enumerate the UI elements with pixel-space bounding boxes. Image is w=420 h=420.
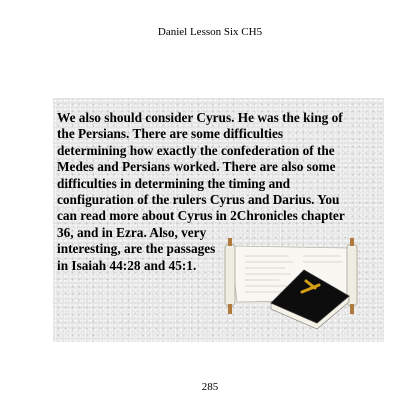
text-line: configuration of the rulers Cyrus and Darius. You: [57, 192, 340, 208]
text-line: We also should consider Cyrus. He was the king of: [57, 110, 343, 125]
slide-text: [57, 110, 383, 274]
text-line: difficulties in determining the timing and: [57, 175, 291, 191]
text-line: determining how exactly the confederation of the: [57, 142, 335, 158]
text-line: the Persians. There are some difficulties: [57, 126, 284, 142]
text-line: Medes and Persians worked. There are also some: [57, 159, 336, 175]
page-header: Daniel Lesson Six CH5: [157, 26, 263, 38]
text-line: 36, and in Ezra. Also, very: [57, 224, 207, 240]
slide-panel: [53, 98, 384, 342]
text-line: can read more about Cyrus in 2Chronicles chapter: [57, 208, 345, 224]
text-line: in Isaiah 44:28 and 45:1.: [57, 257, 197, 273]
text-line: interesting, are the passages: [57, 241, 216, 257]
page-number: 285: [201, 381, 219, 393]
